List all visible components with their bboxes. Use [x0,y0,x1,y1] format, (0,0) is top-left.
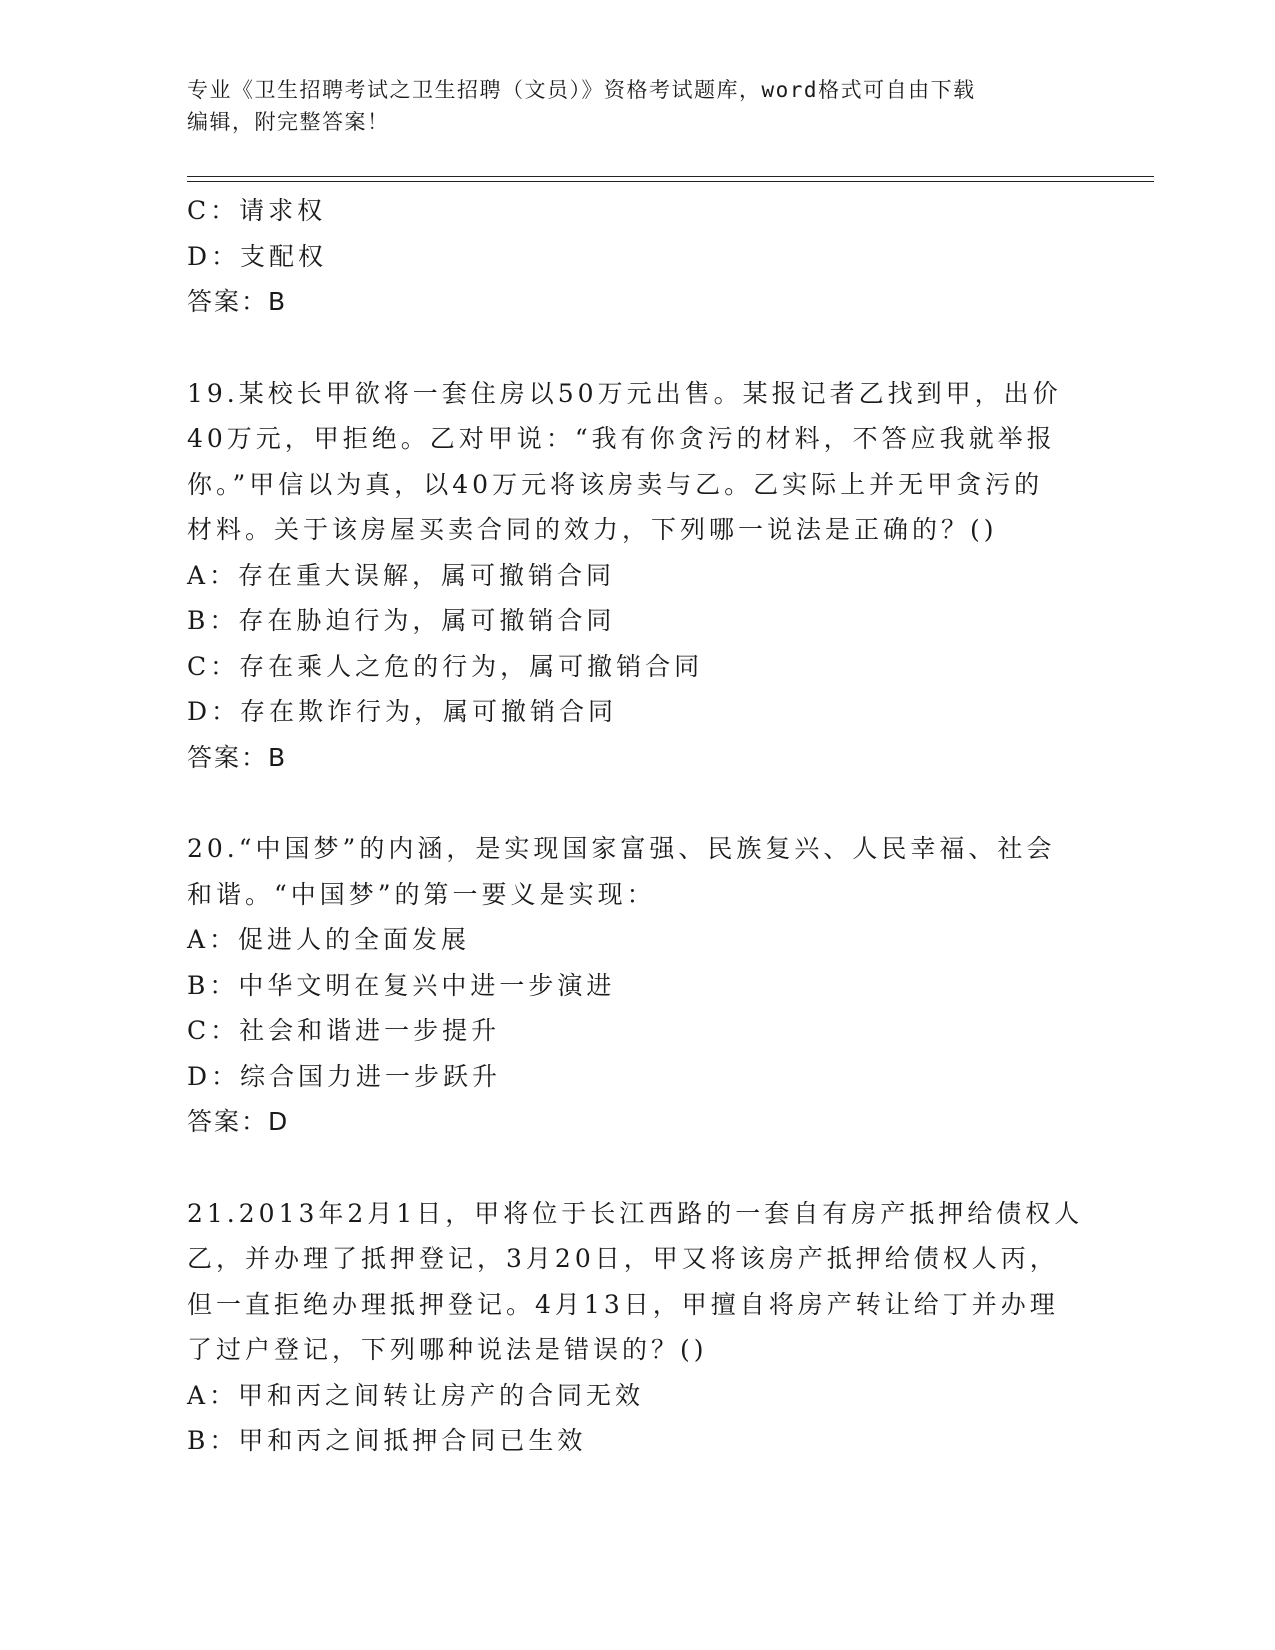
answer-line: 答案：B [187,742,288,772]
question-text-line: 了过户登记，下列哪种说法是错误的？() [187,1335,708,1364]
question-20 [187,826,1087,1145]
option-d: D：综合国力进一步跃升 [187,1061,502,1091]
question-text-line: 40万元，甲拒绝。乙对甲说：“我有你贪污的材料，不答应我就举报 [187,424,1056,453]
option-c: C：社会和谐进一步提升 [187,1016,501,1045]
header-line-2: 编辑，附完整答案！ [187,110,390,134]
header-rule-top [187,176,1154,177]
option-a: A：甲和丙之间转让房产的合同无效 [187,1380,645,1410]
option-d: D：支配权 [187,241,328,271]
option-a: A：存在重大误解，属可撤销合同 [187,560,616,590]
question-18-tail [187,188,1087,325]
question-text-line: 19.某校长甲欲将一套住房以50万元出售。某报记者乙找到甲，出价 [187,378,1062,408]
question-19 [187,371,1087,781]
question-text-line: 20.“中国梦”的内涵，是实现国家富强、民族复兴、人民幸福、社会 [187,834,1056,863]
header-line-1: 专业《卫生招聘考试之卫生招聘（文员）》资格考试题库，word格式可自由下载 [187,78,976,102]
option-a: A：促进人的全面发展 [187,925,471,954]
question-text-line: 21.2013年2月1日，甲将位于长江西路的一套自有房产抵押给债权人 [187,1198,1084,1228]
option-c: C：存在乘人之危的行为，属可撤销合同 [187,651,704,681]
header-rule-bottom [187,181,1154,182]
question-text-line: 和谐。“中国梦”的第一要义是实现： [187,879,656,909]
question-text-line: 但一直拒绝办理抵押登记。4月13日，甲擅自将房产转让给丁并办理 [187,1289,1059,1319]
option-d: D：存在欺诈行为，属可撤销合同 [187,697,618,726]
option-b: B：甲和丙之间抵押合同已生效 [187,1426,587,1455]
question-21 [187,1191,1087,1464]
document-header [187,74,1087,138]
question-list [187,188,1087,1464]
question-text-line: 乙，并办理了抵押登记，3月20日，甲又将该房产抵押给债权人丙， [187,1244,1059,1273]
option-c: C：请求权 [187,196,327,225]
question-text-line: 材料。关于该房屋买卖合同的效力，下列哪一说法是正确的？() [187,515,998,544]
question-text-line: 你。”甲信以为真，以40万元将该房卖与乙。乙实际上并无甲贪污的 [187,469,1044,499]
answer-line: 答案：B [187,287,288,316]
option-b: B：中华文明在复兴中进一步演进 [187,970,616,1000]
answer-line: 答案：D [187,1107,290,1136]
option-b: B：存在胁迫行为，属可撤销合同 [187,606,616,635]
